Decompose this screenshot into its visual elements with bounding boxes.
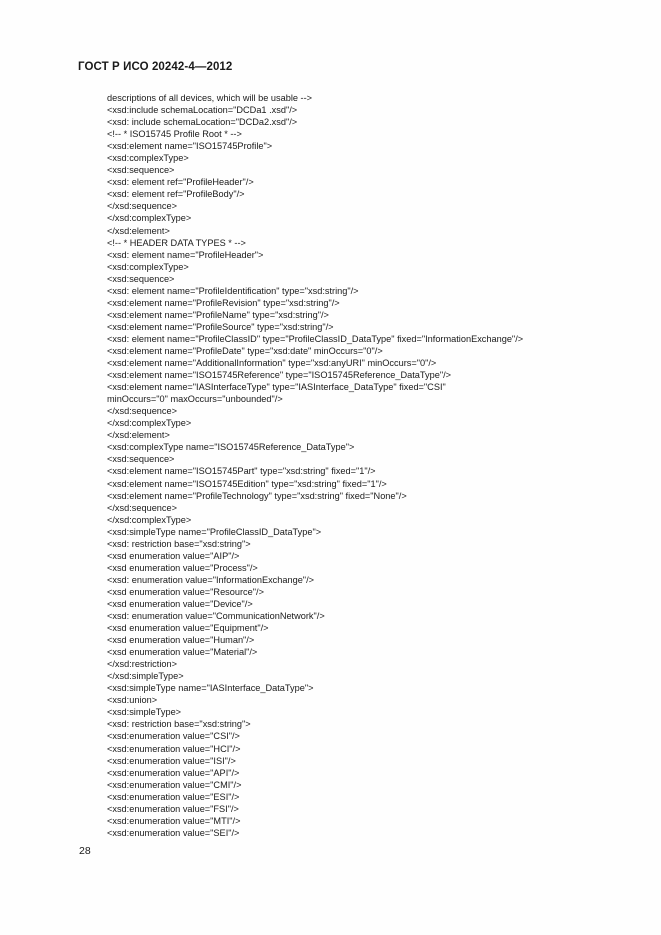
code-line: <xsd:sequence>: [107, 454, 175, 465]
code-line: <xsd:element name="ProfileSource" type="xsd:string"/>: [107, 321, 334, 332]
standard-header: ГОСТ Р ИСО 20242-4—2012: [78, 61, 233, 73]
code-line: <xsd:element name="IASInterfaceType" type="IASInterface_DataType" fixed="CSI": [107, 382, 446, 393]
code-line: <xsd enumeration value="Material"/>: [107, 647, 258, 658]
code-line: <xsd:enumeration value="MTI"/>: [107, 815, 241, 826]
code-line: <xsd:element name="ISO15745Part" type="xsd:string" fixed="1"/>: [107, 466, 376, 477]
code-line: minOccurs="0" maxOccurs="unbounded"/>: [107, 394, 283, 405]
code-line: <xsd: enumeration value="CommunicationNetwork"/>: [107, 611, 325, 622]
code-line: </xsd:element>: [107, 430, 170, 441]
code-line: <!-- * ISO15745 Profile Root * -->: [107, 129, 242, 140]
code-line: <xsd:simpleType>: [107, 707, 182, 718]
code-line: <xsd: restriction base="xsd:string">: [107, 719, 251, 730]
code-line: <xsd enumeration value="Process"/>: [107, 562, 258, 573]
code-line: </xsd:simpleType>: [107, 671, 184, 682]
code-line: <xsd: element ref="ProfileBody"/>: [107, 189, 245, 200]
code-line: <xsd:element name="ProfileRevision" type="xsd:string"/>: [107, 297, 340, 308]
code-line: <xsd enumeration value="Resource"/>: [107, 586, 264, 597]
code-line: <xsd:enumeration value="CSI"/>: [107, 731, 240, 742]
code-line: <xsd:enumeration value="API"/>: [107, 767, 240, 778]
code-line: <xsd:simpleType name="ProfileClassID_DataType">: [107, 526, 322, 537]
code-line: <xsd:element name="ISO15745Edition" type="xsd:string" fixed="1"/>: [107, 478, 387, 489]
code-line: <xsd: element name="ProfileIdentification" type="xsd:string"/>: [107, 285, 359, 296]
page-number: 28: [79, 845, 91, 857]
code-line: <xsd:sequence>: [107, 165, 175, 176]
code-line: <xsd:simpleType name="IASInterface_DataType">: [107, 683, 314, 694]
code-line: descriptions of all devices, which will be usable -->: [107, 93, 313, 103]
code-line: <xsd:include schemaLocation="DCDa1 .xsd"/>: [107, 105, 298, 116]
code-line: <xsd: enumeration value="InformationExchange"/>: [107, 574, 314, 585]
code-line: </xsd:restriction>: [107, 659, 177, 670]
code-line: <xsd enumeration value="AIP"/>: [107, 550, 240, 561]
code-line: <xsd:element name="ProfileName" type="xsd:string"/>: [107, 309, 329, 320]
code-line: <xsd: include schemaLocation="DCDa2.xsd"/>: [107, 117, 298, 128]
code-line: <xsd: element name="ProfileClassID" type="ProfileClassID_DataType" fixed="InformationExchange"/>: [107, 333, 524, 344]
code-line: <xsd:element name="AdditionalInformation" type="xsd:anyURI" minOccurs="0"/>: [107, 358, 437, 369]
code-line: <xsd:element name="ProfileDate" type="xsd:date" minOccurs="0"/>: [107, 345, 383, 356]
xsd-code-block: [107, 92, 523, 839]
code-line: <xsd: element name="ProfileHeader">: [107, 249, 264, 260]
code-line: <xsd:sequence>: [107, 273, 175, 284]
code-line: <xsd:enumeration value="FSI"/>: [107, 803, 239, 814]
code-line: </xsd:complexType>: [107, 213, 192, 224]
code-line: <xsd:element name="ProfileTechnology" type="xsd:string" fixed="None"/>: [107, 490, 407, 501]
code-line: </xsd:complexType>: [107, 418, 192, 429]
code-line: <xsd:enumeration value="SEI"/>: [107, 827, 240, 838]
code-line: <xsd:union>: [107, 695, 158, 706]
code-line: </xsd:element>: [107, 225, 170, 236]
code-line: <xsd enumeration value="Device"/>: [107, 598, 253, 609]
code-line: <xsd:enumeration value="HCI"/>: [107, 743, 241, 754]
code-line: </xsd:complexType>: [107, 514, 192, 525]
code-line: </xsd:sequence>: [107, 502, 177, 513]
code-line: <xsd:complexType>: [107, 153, 189, 164]
code-line: </xsd:sequence>: [107, 406, 177, 417]
code-line: <xsd:element name="ISO15745Reference" type="ISO15745Reference_DataType"/>: [107, 370, 452, 381]
code-line: <xsd:complexType>: [107, 261, 189, 272]
code-line: </xsd:sequence>: [107, 201, 177, 212]
code-line: <xsd:enumeration value="ESI"/>: [107, 791, 240, 802]
code-line: <!-- * HEADER DATA TYPES * -->: [107, 237, 246, 248]
code-line: <xsd:element name="ISO15745Profile">: [107, 141, 273, 152]
code-line: <xsd:enumeration value="CMI"/>: [107, 779, 242, 790]
code-line: <xsd enumeration value="Human"/>: [107, 635, 255, 646]
code-line: <xsd:complexType name="ISO15745Reference_DataType">: [107, 442, 355, 453]
code-line: <xsd: restriction base="xsd:string">: [107, 538, 251, 549]
code-line: <xsd:enumeration value="ISI"/>: [107, 755, 236, 766]
code-line: <xsd enumeration value="Equipment"/>: [107, 623, 269, 634]
code-line: <xsd: element ref="ProfileHeader"/>: [107, 177, 254, 188]
